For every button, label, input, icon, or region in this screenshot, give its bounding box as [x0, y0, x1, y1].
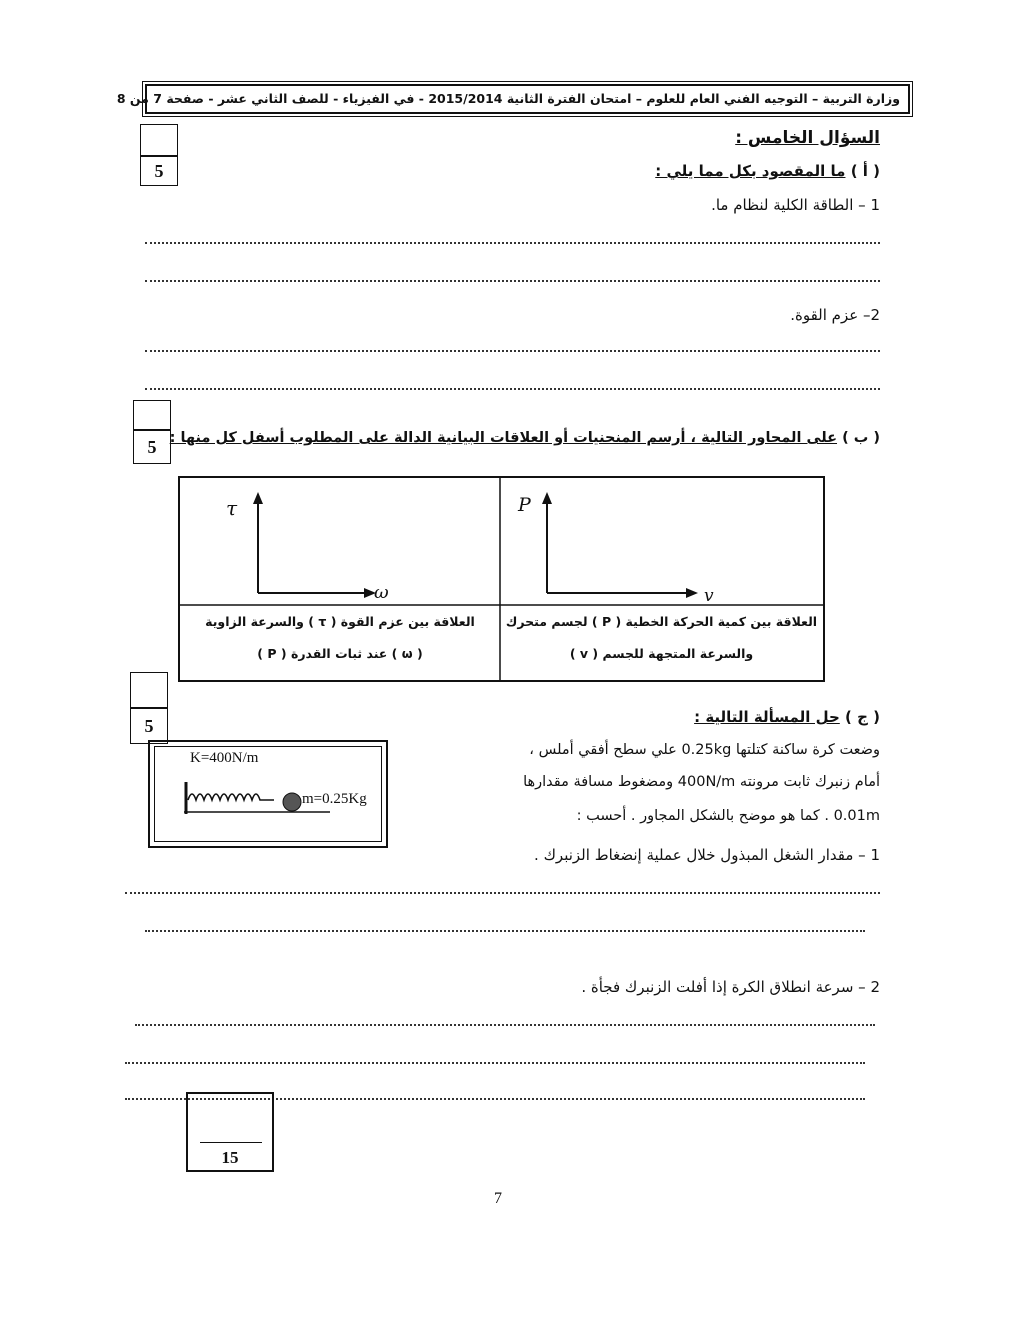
part-c-line-3: 0.01m . كما هو موضح بالشكل المجاور . أحسب : [576, 808, 880, 824]
v-axis-label: v [704, 586, 714, 606]
answer-line [145, 242, 880, 244]
answer-line [145, 350, 880, 352]
answer-line [145, 930, 865, 932]
caption-line: العلاقة بين كمية الحركة الخطية ( P ) لجسم متحرك [505, 614, 818, 629]
graph-caption-tau-omega [180, 606, 500, 670]
part-a-item-1: 1 – الطاقة الكلية لنظام ما. [711, 196, 880, 214]
part-a-heading [655, 162, 880, 180]
part-c-mark-box [130, 672, 168, 708]
spring-coil [188, 794, 274, 800]
part-a-item-2: 2– عزم القوة. [790, 306, 880, 324]
spring-drawing [180, 778, 340, 818]
v-axis-arrow [686, 588, 698, 598]
part-c-line-2: أمام زنبرك ثابت مرونته 400N/m ومضغوط مسافة مقدارها [523, 774, 880, 790]
part-c-prompt: حل المسألة التالية : [694, 708, 840, 726]
part-a-mark-cell [140, 156, 178, 186]
spring-figure [148, 740, 388, 848]
part-c-label: ( ج ) [845, 708, 880, 726]
tau-axis-arrow [253, 492, 263, 504]
part-a-label: ( أ ) [850, 162, 880, 180]
answer-line [125, 1062, 865, 1064]
part-c-item-2: 2 – سرعة انطلاق الكرة إذا أفلت الزنبرك فجأة . [581, 978, 880, 996]
spring-constant-label: K=400N/m [190, 750, 259, 766]
ball [283, 793, 301, 811]
part-b-label: ( ب ) [842, 430, 880, 446]
question-title: السؤال الخامس : [735, 128, 880, 148]
part-b-heading [170, 430, 880, 446]
omega-axis-label: ω [374, 582, 389, 603]
total-mark: 15 [221, 1148, 239, 1167]
caption-line: ( ω ) عند ثبات القدرة ( P ) [257, 646, 423, 661]
part-c-heading [694, 708, 880, 726]
graph-caption-p-v [500, 606, 823, 670]
part-c-mark-cell [130, 708, 168, 744]
part-a-prompt: ما المقصود بكل مما يلي : [655, 162, 846, 180]
exam-header [116, 84, 910, 114]
answer-line [125, 892, 880, 894]
p-axis-label: P [518, 494, 531, 516]
tau-axis-label: τ [226, 496, 238, 520]
part-a-mark: 5 [154, 161, 164, 181]
part-c-item-1: 1 – مقدار الشغل المبذول خلال عملية إنضغاط الزنبرك . [534, 846, 880, 864]
part-c-line-1: وضعت كرة ساكنة كتلتها 0.25kg علي سطح أفقي أملس ، [529, 742, 880, 758]
caption-line: العلاقة بين عزم القوة ( τ ) والسرعة الزاوية [205, 614, 475, 629]
part-b-mark-box [133, 400, 171, 430]
answer-line [135, 1024, 875, 1026]
caption-line: والسرعة المتجهة للجسم ( v ) [569, 646, 754, 661]
page-number: 7 [494, 1190, 502, 1207]
answer-line [145, 280, 880, 282]
total-mark-fraction-line [200, 1142, 262, 1143]
part-c-mark: 5 [144, 716, 154, 736]
part-b-prompt: على المحاور التالية ، أرسم المنحنيات أو العلاقات البيانية الدالة على المطلوب أسفل كل منها : [169, 430, 838, 446]
answer-line [145, 388, 880, 390]
total-mark-box [186, 1092, 274, 1172]
part-b-mark: 5 [147, 437, 157, 457]
part-b-mark-cell [133, 430, 171, 464]
mass-label: m=0.25Kg [302, 791, 367, 807]
exam-header-text: وزارة التربية – التوجيه الفني العام للعلوم – امتحان الفترة الثانية 2015/2014 - في الفيزياء - للصف الثاني عشر - صفحة 7 من 8 [116, 91, 900, 106]
graph-table [178, 476, 825, 682]
p-axis-arrow [542, 492, 552, 504]
part-a-mark-box [140, 124, 178, 156]
